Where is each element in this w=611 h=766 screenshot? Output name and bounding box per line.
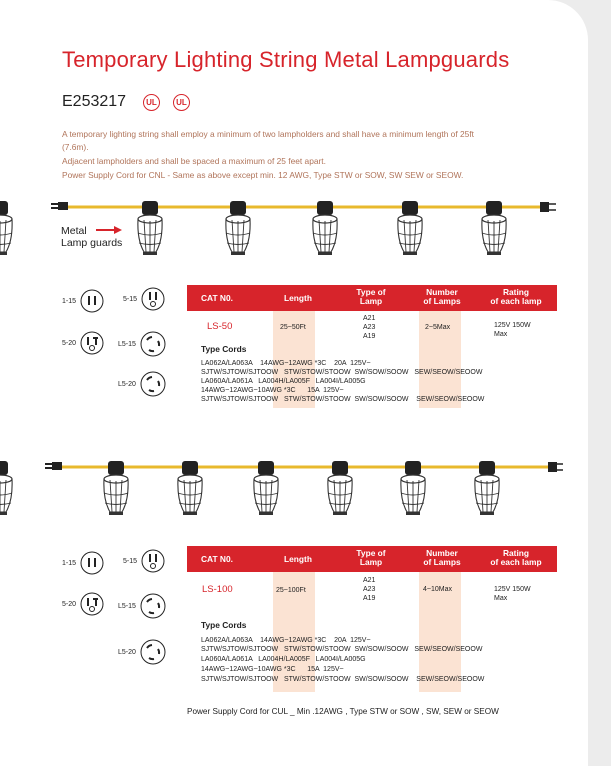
lamp-types: A21 A23 A19 bbox=[363, 577, 376, 602]
lamp-types: A21 A23 A19 bbox=[363, 315, 376, 340]
plug-icon bbox=[45, 462, 62, 470]
table-header: CAT N0. Length Type of Lamp Number of Lamps Rating of each lamp bbox=[187, 285, 557, 311]
receptacle-end-icon bbox=[548, 462, 563, 472]
outlet-icon bbox=[140, 371, 166, 397]
outlet-icon bbox=[141, 549, 165, 573]
plug-icon bbox=[51, 202, 68, 210]
rating-value: 125V 150W Max bbox=[494, 322, 531, 338]
diagram-label: Metal Lamp guards bbox=[61, 225, 123, 249]
type-cord-line: 14AWG~12AWG~10AWG *3C 15A 125V~ bbox=[201, 666, 344, 673]
cul-mark-icon: UL bbox=[173, 94, 190, 111]
file-number: E253217 bbox=[62, 93, 127, 110]
footer-note: Power Supply Cord for CUL _ Min .12AWG , Type STW or SOW , SW, SEW or SEOW bbox=[187, 707, 499, 716]
plug-type-5-15: 5-15 bbox=[123, 287, 165, 311]
plug-type-1-15: 1-15 bbox=[62, 551, 104, 575]
lamp-guard-icon bbox=[0, 201, 12, 255]
outlet-icon bbox=[140, 331, 166, 357]
outlet-icon bbox=[80, 331, 104, 355]
plug-type-l5-15: L5-15 bbox=[118, 593, 166, 619]
type-cords-title: Type Cords bbox=[201, 620, 247, 630]
outlet-icon bbox=[140, 639, 166, 665]
description-line: (7.6m). bbox=[62, 142, 89, 152]
plug-type-l5-20: L5-20 bbox=[118, 639, 166, 665]
length-value: 25~50Ft bbox=[280, 324, 306, 331]
plug-type-l5-15: L5-15 bbox=[118, 331, 166, 357]
outlet-icon bbox=[80, 289, 104, 313]
description-line: Adjacent lampholders and shall be spaced a maximum of 25 feet apart. bbox=[62, 156, 326, 166]
cat-no: LS-100 bbox=[202, 584, 233, 595]
type-cords-title: Type Cords bbox=[201, 344, 247, 354]
arrow-right-icon bbox=[96, 226, 122, 234]
type-cord-line: SJTW/SJTOW/SJTOOW STW/STOW/STOOW SW/SOW/SOOW SEW/SEOW/SEOOW bbox=[201, 676, 485, 683]
lamp-guard-icon bbox=[0, 461, 12, 515]
cat-no: LS-50 bbox=[207, 321, 233, 332]
length-value: 25~100Ft bbox=[276, 587, 306, 594]
type-cord-line: LA060A/LA061A LA004H/LA005F LA004I/LA005G bbox=[201, 656, 366, 663]
outlet-icon bbox=[141, 287, 165, 311]
ul-mark-icon: UL bbox=[143, 94, 160, 111]
number-of-lamps: 4~10Max bbox=[423, 586, 452, 593]
outlet-icon bbox=[80, 551, 104, 575]
description-line: Power Supply Cord for CNL - Same as above except min. 12 AWG, Type STW or SOW, SW SEW or SEOW. bbox=[62, 170, 464, 180]
plug-type-5-15: 5-15 bbox=[123, 549, 165, 573]
lighting-string-diagram bbox=[0, 455, 588, 525]
rating-value: 125V 150W Max bbox=[494, 586, 531, 602]
number-of-lamps: 2~5Max bbox=[425, 324, 451, 331]
page-title: Temporary Lighting String Metal Lampguards bbox=[62, 47, 510, 72]
description-line: A temporary lighting string shall employ a minimum of two lampholders and shall have a minimum length of 25ft bbox=[62, 129, 474, 139]
outlet-icon bbox=[140, 593, 166, 619]
type-cord-line: SJTW/SJTOW/SJTOOW STW/STOW/STOOW SW/SOW/SOOW SEW/SEOW/SEOOW bbox=[201, 646, 483, 653]
outlet-icon bbox=[80, 592, 104, 616]
plug-type-l5-20: L5-20 bbox=[118, 371, 166, 397]
table-header: CAT N0. Length Type of Lamp Number of Lamps Rating of each lamp bbox=[187, 546, 557, 572]
plug-type-5-20: 5-20 bbox=[62, 331, 104, 355]
type-cord-line: SJTW/SJTOW/SJTOOW STW/STOW/STOOW SW/SOW/SOOW SEW/SEOW/SEOOW bbox=[201, 369, 483, 376]
type-cord-line: SJTW/SJTOW/SJTOOW STW/STOW/STOOW SW/SOW/SOOW SEW/SEOW/SEOOW bbox=[201, 396, 485, 403]
type-cord-line: 14AWG~12AWG~10AWG *3C 15A 125V~ bbox=[201, 387, 344, 394]
type-cord-line: LA060A/LA061A LA004H/LA005F LA004I/LA005G bbox=[201, 378, 366, 385]
plug-type-5-20: 5-20 bbox=[62, 592, 104, 616]
receptacle-end-icon bbox=[540, 202, 556, 212]
plug-type-1-15: 1-15 bbox=[62, 289, 104, 313]
type-cord-line: LA062A/LA063A 14AWG~12AWG *3C 20A 125V~ bbox=[201, 360, 371, 367]
type-cord-line: LA062A/LA063A 14AWG~12AWG *3C 20A 125V~ bbox=[201, 637, 371, 644]
